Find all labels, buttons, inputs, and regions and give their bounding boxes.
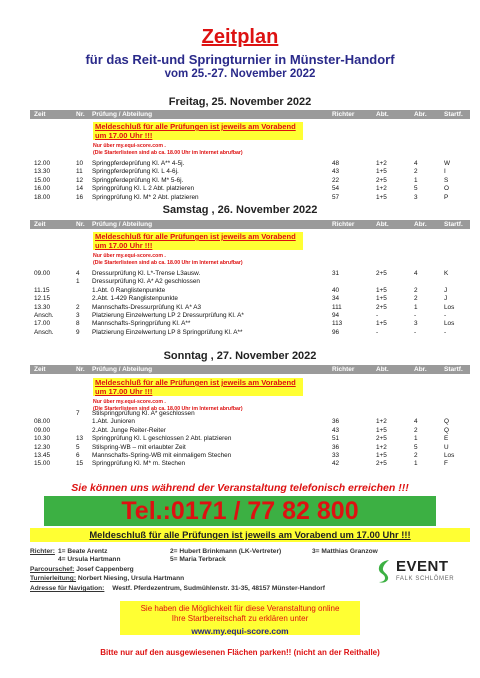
cell-nr: 16 [76,193,84,201]
judge-1: 1= Beate Arentz [58,548,108,555]
cell-pruefung: Platzierung Einzelwertung LP 2 Dressurprüfung Kl. A* [92,312,244,319]
cell-startf: F [444,460,448,468]
cell-nr: 9 [76,328,80,336]
cell-zeit: 13.30 [34,168,50,176]
cell-abt: 1+5 [376,426,387,434]
cell-zeit: Ansch. [34,312,54,319]
cell-abt: 1+5 [376,193,387,201]
cell-richter: 34 [332,295,340,303]
table-row [30,194,470,202]
cell-abt: 2+5 [376,460,387,468]
column-header-nr: Nr. [76,365,85,373]
judges-line-1 [30,548,378,555]
online-line-1: Sie haben die Möglichkeit für diese Veranstaltung online [140,604,340,613]
logo-event-text: EVENT [396,558,449,575]
table-row [30,185,470,193]
column-header-abr: Abr. [414,365,427,373]
cell-startf: Los [444,452,455,459]
cell-abr: 1 [414,460,418,468]
cell-abr: 2 [414,286,418,294]
table-row [30,435,470,443]
cell-abr: 4 [414,160,418,167]
cell-nr: 13 [76,435,84,443]
cell-richter: 57 [332,193,340,201]
cell-abt: 2+5 [376,176,387,184]
cell-pruefung: 2.Abt. 1-429 Ranglistenpunkte [92,295,178,303]
cell-abr: 4 [414,418,418,426]
table-row [30,312,470,320]
cell-richter: 36 [332,418,340,426]
cell-zeit: 09.00 [34,270,50,277]
notice-starter-lists: (Die Starterlisteen sind ab ca. 18.00 Uhr im Internet abrufbar) [93,149,243,156]
cell-pruefung: Stilspringprüfung Kl. A* geschlossen [92,410,195,417]
cell-richter: 43 [332,168,340,176]
cell-startf: Q [444,426,449,434]
cell-richter: 113 [332,320,343,328]
column-header-startf: Startf. [444,220,463,228]
cell-richter: 33 [332,452,340,459]
deadline-notice [93,232,303,266]
cell-pruefung: Springpferdeprüfung Kl. A** 4-5j. [92,160,185,167]
table-row [30,304,470,312]
cell-startf: Los [444,303,455,311]
table-header [30,220,470,229]
cell-pruefung: Springpferdeprüfung Kl. M* 5-6j. [92,176,184,184]
column-header-pruefung: Prüfung / Abteilung [92,110,153,118]
cell-richter: 54 [332,185,340,193]
cell-abt: - [376,312,379,319]
judge-5: 5= Maria Terbrack [170,556,226,563]
cell-abr: 1 [414,435,418,443]
column-header-zeit: Zeit [34,110,46,118]
cell-zeit: 12.30 [34,443,50,451]
cell-startf: E [444,435,449,443]
course-designer: Parcourschef: Josef Cappenberg [30,566,134,573]
table-row [30,295,470,303]
cell-zeit: 18.00 [34,193,50,201]
cell-richter: 111 [332,303,342,311]
table-row [30,460,470,468]
day-heading: Samstag , 26. November 2022 [162,204,318,216]
notice-starter-lists: (Die Starterlisteen sind ab ca. 18.00 Uhr im Internet abrufbar) [93,405,243,412]
cell-abt: 1+5 [376,168,387,176]
cell-abr: 4 [414,270,418,277]
registration-link[interactable]: www.my.equi-score.com [191,626,289,636]
cell-abr: 1 [414,303,418,311]
cell-abr: - [414,312,417,319]
cell-abt: 2+5 [376,303,387,311]
cell-pruefung: Dressurprüfung Kl. A* A2 geschlossen [92,278,200,286]
cell-nr: 3 [76,312,80,319]
parking-notice: Bitte nur auf den ausgewiesenen Flächen parken!! (nicht an der Reithalle) [100,648,380,657]
deadline-notice [93,122,303,156]
cell-zeit: 13.45 [34,452,50,459]
column-header-abr: Abr. [414,110,427,118]
cell-zeit: 09.00 [34,426,50,434]
cell-startf: O [444,185,449,193]
table-row [30,329,470,337]
cell-pruefung: Platzierung Einzelwertung LP 8 Springprüfung Kl. A** [92,328,243,336]
navigation-address: Adresse für Navigation: Westf. Pferdezentrum, Sudmühlenstr. 31-35, 48157 Münster-Handorf [30,585,325,592]
table-row [30,320,470,328]
phone-number-box[interactable]: Tel.:0171 / 77 82 800 [44,496,436,526]
table-row [30,410,470,418]
judge-2: 2= Hubert Brinkmann (LK-Vertreter) [170,548,282,555]
cell-pruefung: Springprüfung Kl. M* m. Stechen [92,460,186,468]
cell-startf: U [444,443,449,451]
table-row [30,287,470,295]
cell-abr: 2 [414,426,418,434]
column-header-nr: Nr. [76,220,85,228]
cell-abt: 2+5 [376,270,387,277]
table-row [30,270,470,278]
cell-richter: 96 [332,328,340,336]
cell-richter: 31 [332,270,340,277]
notice-equi-score: Nur über my.equi-score.com . [93,399,166,405]
cell-nr: 1 [76,278,80,286]
cell-richter: 51 [332,435,340,443]
table-row [30,418,470,426]
cell-startf: Q [444,418,449,426]
cell-abr: 2 [414,295,418,303]
cell-abt: 1+5 [376,295,387,303]
cell-startf: J [444,286,448,294]
cell-abr: 5 [414,443,418,451]
cell-nr: 2 [76,303,80,311]
notice-equi-score: Nur über my.equi-score.com . [93,143,166,149]
cell-pruefung: Springprüfung Kl. M* 2 Abt. platzieren [92,193,199,201]
cell-zeit: 17.00 [34,320,50,328]
notice-starter-lists: (Die Starterlisteen sind ab ca. 18.00 Uhr im Internet abrufbar) [93,259,243,266]
cell-pruefung: Stilspring-WB – mit erlaubter Zeit [92,443,186,451]
cell-pruefung: Springprüfung Kl. L geschlossen 2 Abt. platzieren [92,435,232,443]
cell-abt: 1+5 [376,320,387,328]
cell-pruefung: 1.Abt. 0 Ranglistenpunkte [92,286,166,294]
cell-abt: 1+5 [376,286,387,294]
cell-zeit: 15.00 [34,460,50,468]
tournament-management: Turnierleitung: Norbert Niesing, Ursula Hartmann [30,575,185,582]
table-row [30,160,470,168]
column-header-abt: Abt. [376,365,389,373]
cell-abt: - [376,328,379,336]
day-heading: Freitag, 25. November 2022 [168,96,312,108]
cell-nr: 6 [76,452,80,459]
column-header-zeit: Zeit [34,365,46,373]
cell-richter: 40 [332,286,340,294]
cell-abt: 2+5 [376,435,387,443]
cell-abt: 1+2 [376,185,387,193]
page-title: Zeitplan [201,26,279,48]
cell-abr: - [414,328,417,336]
table-row [30,427,470,435]
cell-richter: 42 [332,460,340,468]
cell-startf: W [444,160,451,167]
deadline-headline: Meldeschluß für alle Prüfungen ist jeweils am Vorabend um 17.00 Uhr !!! [93,232,303,250]
cell-zeit: 16.00 [34,185,50,193]
deadline-banner: Meldeschluß für alle Prüfungen ist jeweils am Vorabend um 17.00 Uhr !!! [30,528,470,542]
deadline-notice [93,378,303,412]
judges-label: Richter: [30,548,55,555]
column-header-richter: Richter [332,110,355,118]
column-header-richter: Richter [332,220,355,228]
cell-nr: 15 [76,460,84,468]
cell-abt: 1+2 [376,418,387,426]
cell-nr: 5 [76,443,80,451]
cell-abr: 2 [414,168,418,176]
logo-subtitle: FALK SCHLÖMER [396,576,455,582]
column-header-richter: Richter [332,365,355,373]
cell-startf: - [444,328,447,336]
cell-zeit: 12.00 [34,160,50,167]
cell-nr: 10 [76,160,84,167]
cell-nr: 7 [76,410,80,417]
table-row [30,452,470,460]
event-subtitle: für das Reit-und Springturnier in Münster-Handorf [85,52,395,67]
cell-richter: 22 [332,176,340,184]
horse-logo-icon [374,558,392,584]
cell-nr: 8 [76,320,80,328]
column-header-pruefung: Prüfung / Abteilung [92,365,153,373]
column-header-nr: Nr. [76,110,85,118]
cell-abr: 2 [414,452,418,459]
table-header [30,365,470,374]
table-row [30,177,470,185]
column-header-abr: Abr. [414,220,427,228]
judge-4: 4= Ursula Hartmann [58,556,121,563]
cell-pruefung: Mannschafts-Spring-WB mit einmaligem Stechen [92,452,232,459]
cell-abt: 1+5 [376,452,387,459]
online-line-2: Ihre Startbereitschaft zu erklären unter [171,614,309,623]
cell-startf: Los [444,320,455,328]
cell-startf: I [444,168,446,176]
cell-richter: 94 [332,312,340,319]
cell-abr: 5 [414,185,418,193]
column-header-startf: Startf. [444,110,463,118]
cell-zeit: 13.30 [34,303,50,311]
deadline-headline: Meldeschluß für alle Prüfungen ist jeweils am Vorabend um 17.00 Uhr !!! [93,378,303,396]
cell-zeit: 11.15 [34,286,50,294]
cell-startf: K [444,270,449,277]
judge-3: 3= Matthias Granzow [312,548,378,555]
column-header-startf: Startf. [444,365,463,373]
cell-abr: 1 [414,176,418,184]
phone-message: Sie können uns während der Veranstaltung telefonisch erreichen !!! [71,482,409,494]
cell-pruefung: Mannschafts-Springprüfung Kl. A** [92,320,191,328]
day-heading: Sonntag , 27. November 2022 [163,350,317,362]
cell-nr: 12 [76,176,84,184]
cell-zeit: 15.00 [34,176,50,184]
table-row [30,168,470,176]
cell-pruefung: 2.Abt. Junge Reiter-Reiter [92,426,166,434]
cell-pruefung: Springprüfung Kl. L 2 Abt. platzieren [92,185,195,193]
cell-richter: 36 [332,443,340,451]
cell-nr: 11 [76,168,83,176]
deadline-headline: Meldeschluß für alle Prüfungen ist jeweils am Vorabend um 17.00 Uhr !!! [93,122,303,140]
cell-pruefung: Springpferdeprüfung Kl. L 4-6j. [92,168,179,176]
cell-startf: J [444,295,448,303]
cell-abr: 3 [414,320,418,328]
cell-zeit: 10.30 [34,435,50,443]
cell-richter: 48 [332,160,340,167]
cell-abt: 1+2 [376,160,387,167]
table-row [30,278,470,286]
column-header-zeit: Zeit [34,220,46,228]
cell-startf: S [444,176,449,184]
cell-pruefung: Dressurprüfung Kl. L*-Trense L3ausw. [92,270,201,277]
table-row [30,444,470,452]
cell-nr: 4 [76,270,80,277]
cell-zeit: 12.15 [34,295,50,303]
column-header-abt: Abt. [376,110,389,118]
cell-abt: 1+2 [376,443,387,451]
cell-pruefung: Mannschafts-Dressurprüfung Kl. A* A3 [92,303,202,311]
table-header [30,110,470,119]
cell-startf: P [444,193,449,201]
column-header-pruefung: Prüfung / Abteilung [92,220,153,228]
cell-zeit: Ansch. [34,328,54,336]
cell-pruefung: 1.Abt. Junioren [92,418,135,426]
cell-zeit: 08.00 [34,418,50,426]
notice-equi-score: Nur über my.equi-score.com . [93,253,166,259]
column-header-abt: Abt. [376,220,389,228]
event-dates: vom 25.-27. November 2022 [164,68,316,80]
cell-abr: 3 [414,193,418,201]
cell-startf: - [444,312,447,319]
cell-nr: 14 [76,185,84,193]
event-logo [374,556,470,588]
cell-richter: 43 [332,426,340,434]
